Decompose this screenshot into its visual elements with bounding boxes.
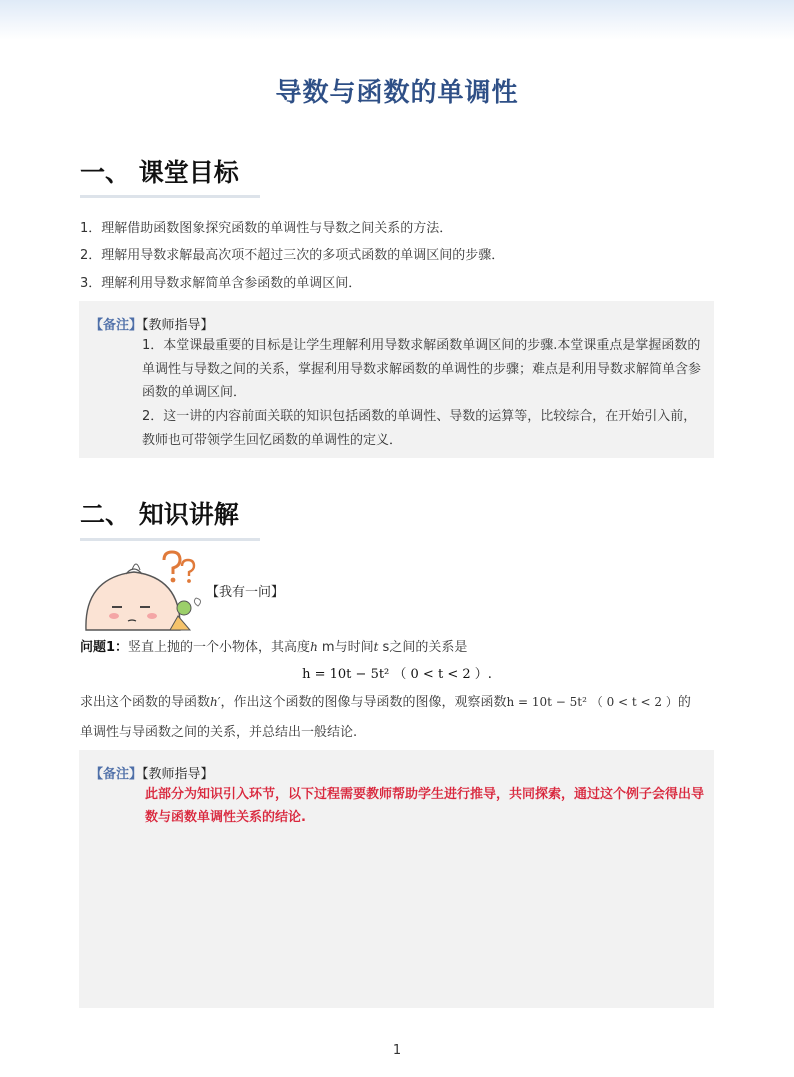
page-title: 导数与函数的单调性: [275, 78, 519, 108]
section-divider: [80, 538, 260, 541]
section-heading-goals: 一、 课堂目标: [80, 158, 239, 187]
note-label: 【教师指导】: [142, 318, 214, 333]
ask-label: 【我有一问】: [206, 585, 285, 600]
question-text: 单调性与导函数之间的关系，并总结出一般结论.: [80, 725, 358, 740]
teacher-note-box: [79, 301, 714, 458]
note-header: [90, 314, 214, 333]
note-emphasis-text: 此部分为知识引入环节，以下过程需要教师帮助学生进行推导，共同探索，通过这个例子会得出导数与函数单调性关系的结论.: [145, 787, 705, 825]
problem-text: 竖直上抛的一个小物体，其高度: [128, 640, 311, 655]
problem-text: s之间的关系是: [378, 640, 468, 655]
note-header: [90, 763, 214, 782]
page-number: 1: [392, 1043, 402, 1058]
note-tag: 【备注】: [90, 767, 143, 782]
header-gradient: [0, 0, 794, 40]
problem-text: m与时间: [317, 640, 374, 655]
goal-item: 2．理解用导数求解最高次项不超过三次的多项式函数的单调区间的步骤．: [80, 248, 505, 263]
note-tag: 【备注】: [90, 318, 143, 333]
teacher-note-box: [79, 750, 714, 1008]
math-derivative: h′: [210, 695, 221, 709]
section-heading-knowledge: 二、 知识讲解: [80, 500, 239, 529]
problem-label: 问题1：: [80, 640, 129, 655]
formula: h = 10t − 5t² （ 0 < t < 2 ）.: [302, 667, 492, 682]
goal-item: 1．理解借助函数图象探究函数的单调性与导数之间关系的方法．: [80, 221, 453, 236]
question-text-part: ，作出这个函数的图像与导函数的图像，观察函数: [220, 695, 507, 710]
note-label: 【教师指导】: [142, 767, 214, 782]
question-text-part: 求出这个函数的导函数: [80, 695, 211, 710]
note-paragraph: 2．这一讲的内容前面关联的知识包括函数的单调性、导数的运算等，比较综合，在开始引入前，教师也可带领学生回忆函数的单调性的定义．: [142, 409, 697, 448]
math-variable: h: [310, 640, 318, 654]
thinking-mascot-icon: [78, 550, 208, 632]
question-text: [80, 691, 691, 710]
goal-item: 3．理解利用导数求解简单含参函数的单调区间．: [80, 276, 362, 291]
problem-statement: [80, 636, 467, 655]
math-function: h = 10t − 5t² （ 0 < t < 2 ）: [506, 695, 678, 709]
section-divider: [80, 195, 260, 198]
math-variable: t: [373, 640, 379, 654]
note-paragraph: 1．本堂课最重要的目标是让学生理解利用导数求解函数单调区间的步骤.本堂课重点是掌握函数的单调性与导数之间的关系，掌握利用导数求解函数的单调性的步骤；难点是利用导数求解简单含参函数的单调区间．: [142, 338, 702, 400]
question-text-part: 的: [677, 695, 691, 710]
